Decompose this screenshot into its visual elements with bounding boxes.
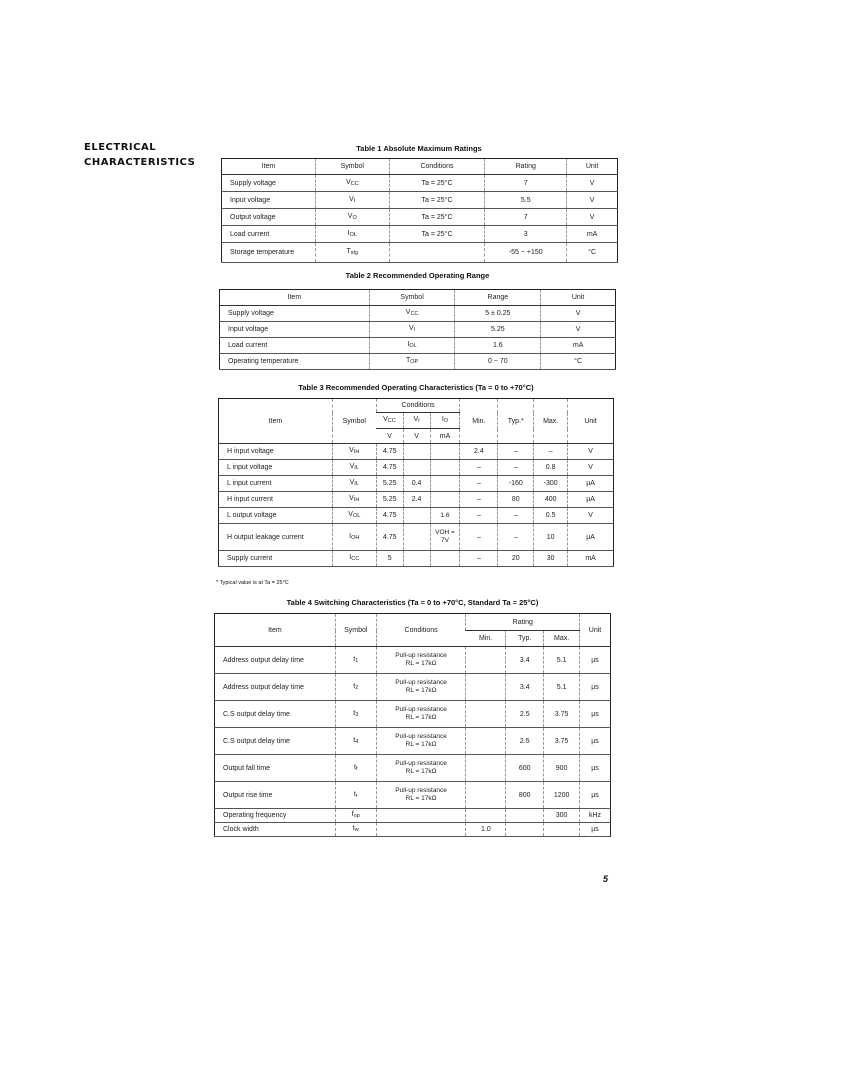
cell-typ: – xyxy=(498,460,534,476)
cell-min xyxy=(466,782,506,809)
cell-symbol: VI xyxy=(369,322,455,338)
table-row xyxy=(215,809,611,823)
cell-symbol: fop xyxy=(335,809,376,823)
cell-unit: V xyxy=(567,209,618,226)
table-recommended-operating-characteristics xyxy=(218,398,614,567)
cell-symbol: VCC xyxy=(369,306,455,322)
cell-typ: 20 xyxy=(498,551,534,567)
cell-item: H output leakage current xyxy=(219,524,333,551)
table2-caption: Table 2 Recommended Operating Range xyxy=(345,271,490,280)
cell-item: Operating temperature xyxy=(220,354,370,370)
section-heading xyxy=(84,140,195,170)
table-row xyxy=(219,508,614,524)
cell-item: Input voltage xyxy=(222,192,316,209)
cell-item: Output rise time xyxy=(215,782,336,809)
col-header: Symbol xyxy=(369,290,455,306)
col-header-conditions: Conditions xyxy=(376,614,466,647)
cell-symbol: VOL xyxy=(332,508,376,524)
col-unit-vcc: V xyxy=(376,429,403,444)
cell-unit: µs xyxy=(580,755,611,782)
cell-rating: 3 xyxy=(485,226,567,243)
col-header: Item xyxy=(220,290,370,306)
cell-unit: µA xyxy=(568,524,614,551)
cell-io: 1.6 xyxy=(430,508,460,524)
cell-unit: µs xyxy=(580,647,611,674)
col-header: Range xyxy=(455,290,541,306)
cell-symbol: t4 xyxy=(335,728,376,755)
cell-symbol: TOP xyxy=(369,354,455,370)
cell-unit: mA xyxy=(568,551,614,567)
cell-item: Supply voltage xyxy=(222,175,316,192)
cell-rating: 5.5 xyxy=(485,192,567,209)
col-header: Unit xyxy=(541,290,616,306)
table-recommended-operating-range xyxy=(219,289,616,370)
cell-min: – xyxy=(460,476,498,492)
cell-typ: 3.4 xyxy=(506,647,544,674)
cell-item: C.S output delay time xyxy=(215,701,336,728)
cell-io xyxy=(430,551,460,567)
cell-conditions xyxy=(389,243,485,263)
col-unit-vi: V xyxy=(403,429,430,444)
cell-unit: V xyxy=(568,460,614,476)
cell-item: Storage temperature xyxy=(222,243,316,263)
table-row xyxy=(215,701,611,728)
cell-symbol: VIL xyxy=(332,476,376,492)
cell-max: 3.75 xyxy=(544,701,580,728)
cell-item: L input voltage xyxy=(219,460,333,476)
cell-item: Address output delay time xyxy=(215,647,336,674)
col-header-symbol: Symbol xyxy=(335,614,376,647)
cell-max: 0.5 xyxy=(534,508,568,524)
col-header-unit: Unit xyxy=(580,614,611,647)
cell-vi xyxy=(403,460,430,476)
table-switching-characteristics xyxy=(214,613,611,837)
cell-vcc: 5.25 xyxy=(376,476,403,492)
cell-typ: -160 xyxy=(498,476,534,492)
cell-item: C.S output delay time xyxy=(215,728,336,755)
table-row xyxy=(219,444,614,460)
page-number: 5 xyxy=(603,874,609,884)
table-row xyxy=(215,728,611,755)
cell-vcc: 5.25 xyxy=(376,492,403,508)
cell-symbol: t3 xyxy=(335,701,376,728)
cell-unit: V xyxy=(568,508,614,524)
cell-typ: 3.4 xyxy=(506,674,544,701)
table-row xyxy=(222,209,618,226)
cell-conditions: Pull-up resistance RL = 17kΩ xyxy=(376,647,466,674)
cell-conditions: Pull-up resistance RL = 17kΩ xyxy=(376,755,466,782)
cell-max: 5.1 xyxy=(544,647,580,674)
cell-min: – xyxy=(460,524,498,551)
cell-unit: °C xyxy=(567,243,618,263)
cell-conditions xyxy=(376,823,466,837)
cell-min: 1.0 xyxy=(466,823,506,837)
cell-symbol: VO xyxy=(315,209,389,226)
cell-max: 3.75 xyxy=(544,728,580,755)
cell-min xyxy=(466,728,506,755)
cell-typ xyxy=(506,809,544,823)
cell-io xyxy=(430,460,460,476)
col-header-conditions: Conditions xyxy=(376,399,460,413)
cell-typ: – xyxy=(498,444,534,460)
cell-symbol: IOH xyxy=(332,524,376,551)
col-header-max: Max. xyxy=(544,631,580,647)
col-header-min: Min. xyxy=(460,399,498,444)
cell-unit: µA xyxy=(568,476,614,492)
col-header: Rating xyxy=(485,159,567,175)
cell-min xyxy=(466,674,506,701)
cell-max: 1200 xyxy=(544,782,580,809)
table4-caption: Table 4 Switching Characteristics (Ta = 0 to +70°C, Standard Ta = 25°C) xyxy=(286,598,539,607)
cell-typ: 800 xyxy=(506,782,544,809)
cell-unit: µs xyxy=(580,701,611,728)
cell-unit: °C xyxy=(541,354,616,370)
cell-unit: µA xyxy=(568,492,614,508)
table-row xyxy=(222,243,618,263)
cell-range: 5 ± 0.25 xyxy=(455,306,541,322)
table-row xyxy=(215,755,611,782)
cell-unit: mA xyxy=(567,226,618,243)
table-row xyxy=(222,226,618,243)
cell-conditions: Pull-up resistance RL = 17kΩ xyxy=(376,728,466,755)
table-row xyxy=(219,524,614,551)
table-row xyxy=(219,492,614,508)
col-header-item: Item xyxy=(219,399,333,444)
col-header-typ: Typ. xyxy=(506,631,544,647)
cell-symbol: tf xyxy=(335,755,376,782)
cell-item: L input current xyxy=(219,476,333,492)
cell-max: 10 xyxy=(534,524,568,551)
cell-unit: V xyxy=(567,192,618,209)
col-unit-io: mA xyxy=(430,429,460,444)
cell-min: – xyxy=(460,460,498,476)
cell-conditions: Ta = 25°C xyxy=(389,192,485,209)
cell-conditions: Ta = 25°C xyxy=(389,209,485,226)
col-header: Symbol xyxy=(315,159,389,175)
cell-typ: – xyxy=(498,524,534,551)
cell-unit: mA xyxy=(541,338,616,354)
col-header-item: Item xyxy=(215,614,336,647)
cell-symbol: VI xyxy=(315,192,389,209)
table-row xyxy=(220,338,616,354)
table-header-row xyxy=(222,159,618,175)
cell-vi xyxy=(403,444,430,460)
cell-min: – xyxy=(460,492,498,508)
cell-unit: µs xyxy=(580,782,611,809)
cell-io: VOH = 7V xyxy=(430,524,460,551)
cell-item: Supply current xyxy=(219,551,333,567)
cell-conditions: Pull-up resistance RL = 17kΩ xyxy=(376,782,466,809)
col-header-vi: VI xyxy=(403,413,430,429)
cell-vcc: 4.75 xyxy=(376,524,403,551)
cell-symbol: t2 xyxy=(335,674,376,701)
cell-min: – xyxy=(460,508,498,524)
table1-caption: Table 1 Absolute Maximum Ratings xyxy=(356,144,482,153)
cell-item: H input voltage xyxy=(219,444,333,460)
cell-unit: µs xyxy=(580,728,611,755)
section-heading-line2: CHARACTERISTICS xyxy=(84,157,196,168)
table-header-row xyxy=(219,399,614,413)
cell-range: 1.6 xyxy=(455,338,541,354)
table-row xyxy=(215,782,611,809)
col-header-max: Max. xyxy=(534,399,568,444)
cell-item: Operating frequency xyxy=(215,809,336,823)
cell-conditions: Pull-up resistance RL = 17kΩ xyxy=(376,674,466,701)
cell-vi xyxy=(403,524,430,551)
cell-max xyxy=(544,823,580,837)
table-row xyxy=(220,354,616,370)
cell-io xyxy=(430,476,460,492)
cell-max: 5.1 xyxy=(544,674,580,701)
table-row xyxy=(222,175,618,192)
cell-range: 0 ~ 70 xyxy=(455,354,541,370)
col-header-symbol: Symbol xyxy=(332,399,376,444)
cell-min xyxy=(466,755,506,782)
cell-min xyxy=(466,647,506,674)
cell-item: L output voltage xyxy=(219,508,333,524)
cell-item: Clock width xyxy=(215,823,336,837)
col-header-unit: Unit xyxy=(568,399,614,444)
cell-min: – xyxy=(460,551,498,567)
table-row xyxy=(219,551,614,567)
cell-vcc: 4.75 xyxy=(376,508,403,524)
cell-symbol: VIH xyxy=(332,444,376,460)
cell-symbol: IOL xyxy=(369,338,455,354)
cell-symbol: tw xyxy=(335,823,376,837)
cell-max: 300 xyxy=(544,809,580,823)
cell-unit: V xyxy=(541,322,616,338)
col-header-vcc: VCC xyxy=(376,413,403,429)
cell-typ: 600 xyxy=(506,755,544,782)
cell-min xyxy=(466,701,506,728)
cell-symbol: ICC xyxy=(332,551,376,567)
table-absolute-maximum-ratings xyxy=(221,158,618,263)
cell-max: – xyxy=(534,444,568,460)
cell-typ xyxy=(506,823,544,837)
cell-symbol: tr xyxy=(335,782,376,809)
cell-item: Supply voltage xyxy=(220,306,370,322)
cell-unit: kHz xyxy=(580,809,611,823)
cell-range: 5.25 xyxy=(455,322,541,338)
table-row xyxy=(215,674,611,701)
cell-item: H input current xyxy=(219,492,333,508)
cell-max: 30 xyxy=(534,551,568,567)
cell-vi xyxy=(403,551,430,567)
cell-unit: V xyxy=(567,175,618,192)
cell-unit: V xyxy=(541,306,616,322)
cell-vcc: 5 xyxy=(376,551,403,567)
col-header-rating: Rating xyxy=(466,614,580,631)
cell-max: -300 xyxy=(534,476,568,492)
cell-typ: 2.5 xyxy=(506,701,544,728)
section-heading-line1: ELECTRICAL xyxy=(84,142,157,153)
cell-vi: 0.4 xyxy=(403,476,430,492)
cell-io xyxy=(430,444,460,460)
cell-unit: V xyxy=(568,444,614,460)
cell-vcc: 4.75 xyxy=(376,444,403,460)
cell-item: Load current xyxy=(220,338,370,354)
cell-item: Load current xyxy=(222,226,316,243)
cell-conditions xyxy=(376,809,466,823)
cell-vi xyxy=(403,508,430,524)
cell-conditions: Ta = 25°C xyxy=(389,175,485,192)
table3-footnote: * Typical value is at Ta = 25°C xyxy=(216,580,289,586)
cell-unit: µs xyxy=(580,823,611,837)
table-row xyxy=(222,192,618,209)
cell-symbol: IOL xyxy=(315,226,389,243)
cell-conditions: Ta = 25°C xyxy=(389,226,485,243)
table-row xyxy=(220,306,616,322)
cell-item: Address output delay time xyxy=(215,674,336,701)
cell-item: Output fall time xyxy=(215,755,336,782)
col-header-io: IO xyxy=(430,413,460,429)
col-header-min: Min. xyxy=(466,631,506,647)
col-header-typ: Typ.* xyxy=(498,399,534,444)
cell-symbol: t1 xyxy=(335,647,376,674)
table-row xyxy=(215,823,611,837)
cell-typ: – xyxy=(498,508,534,524)
cell-rating: -55 ~ +150 xyxy=(485,243,567,263)
cell-min: 2.4 xyxy=(460,444,498,460)
cell-typ: 2.5 xyxy=(506,728,544,755)
cell-rating: 7 xyxy=(485,175,567,192)
cell-item: Input voltage xyxy=(220,322,370,338)
cell-unit: µs xyxy=(580,674,611,701)
cell-item: Output voltage xyxy=(222,209,316,226)
cell-max: 0.8 xyxy=(534,460,568,476)
cell-symbol: Tstg xyxy=(315,243,389,263)
cell-max: 400 xyxy=(534,492,568,508)
cell-io xyxy=(430,492,460,508)
table-row xyxy=(219,460,614,476)
cell-symbol: VIL xyxy=(332,460,376,476)
table3-caption: Table 3 Recommended Operating Characteristics (Ta = 0 to +70°C) xyxy=(298,383,534,392)
col-header: Item xyxy=(222,159,316,175)
cell-conditions: Pull-up resistance RL = 17kΩ xyxy=(376,701,466,728)
table-header-row xyxy=(215,614,611,631)
table-row xyxy=(220,322,616,338)
cell-vcc: 4.75 xyxy=(376,460,403,476)
cell-symbol: VCC xyxy=(315,175,389,192)
cell-vi: 2.4 xyxy=(403,492,430,508)
table-header-row xyxy=(220,290,616,306)
cell-max: 900 xyxy=(544,755,580,782)
cell-min xyxy=(466,809,506,823)
col-header: Unit xyxy=(567,159,618,175)
cell-typ: 80 xyxy=(498,492,534,508)
col-header: Conditions xyxy=(389,159,485,175)
cell-rating: 7 xyxy=(485,209,567,226)
table-row xyxy=(219,476,614,492)
cell-symbol: VIH xyxy=(332,492,376,508)
table-row xyxy=(215,647,611,674)
